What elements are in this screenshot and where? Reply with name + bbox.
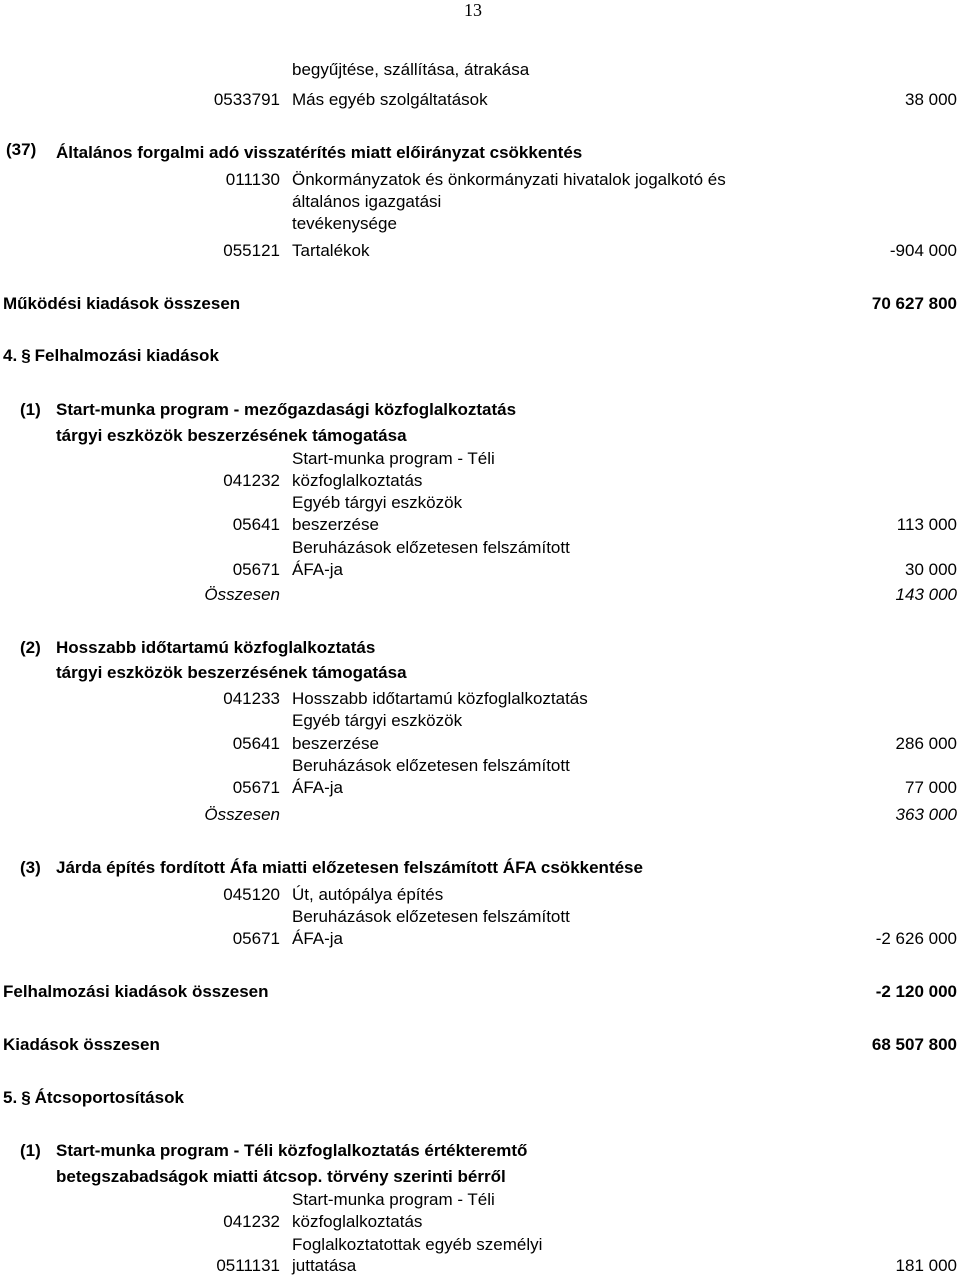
row-amount: 113 000 xyxy=(896,515,957,534)
row-description: juttatása xyxy=(292,1256,357,1275)
row-amount: -904 000 xyxy=(889,241,957,260)
row-amount: 38 000 xyxy=(905,90,957,109)
row-description: közfoglalkoztatás xyxy=(292,1212,423,1231)
row-code: 055121 xyxy=(223,241,280,260)
row-code: 05671 xyxy=(232,560,280,579)
item-number: (1) xyxy=(20,1141,41,1160)
row-code: 045120 xyxy=(223,885,280,904)
row-description: Start-munka program - Téli xyxy=(292,449,495,468)
total-amount: 68 507 800 xyxy=(871,1035,957,1054)
row-description: begyűjtése, szállítása, átrakása xyxy=(292,60,530,79)
total-label: Kiadások összesen xyxy=(3,1035,160,1054)
row-description: Beruházások előzetesen felszámított xyxy=(292,756,570,775)
item-title: Start-munka program - mezőgazdasági közfoglalkoztatás xyxy=(56,400,517,419)
row-description: Út, autópálya építés xyxy=(292,885,444,904)
section-heading xyxy=(3,1088,184,1108)
row-description: beszerzése xyxy=(292,515,379,534)
row-description: Foglalkoztatottak egyéb személyi xyxy=(292,1235,543,1254)
subtotal-label: Összesen xyxy=(204,585,280,604)
row-description: Önkormányzatok és önkormányzati hivatalok jogalkotó és xyxy=(292,170,726,189)
row-code: 0511131 xyxy=(216,1256,280,1275)
row-description: ÁFA-ja xyxy=(292,929,344,948)
page-number: 13 xyxy=(464,0,482,20)
row-description: ÁFA-ja xyxy=(292,560,344,579)
section-title: Átcsoportosítások xyxy=(34,1088,184,1107)
subtotal-amount: 363 000 xyxy=(895,805,957,824)
item-title: Járda építés fordított Áfa miatti előzetesen felszámított ÁFA csökkentése xyxy=(56,858,643,877)
subtotal-label: Összesen xyxy=(204,805,280,824)
paragraph-symbol: § xyxy=(21,1088,31,1107)
row-description: Beruházások előzetesen felszámított xyxy=(292,907,570,926)
row-code: 011130 xyxy=(225,170,280,189)
subtotal-amount: 143 000 xyxy=(895,585,957,604)
item-title: Általános forgalmi adó visszatérítés miatt előirányzat csökkentés xyxy=(56,143,583,162)
row-description: közfoglalkoztatás xyxy=(292,471,423,490)
section-number: 5. xyxy=(3,1088,18,1107)
section-heading xyxy=(3,346,219,366)
row-description: Start-munka program - Téli xyxy=(292,1190,495,1209)
item-title: betegszabadságok miatti átcsop. törvény szerinti bérről xyxy=(56,1167,506,1186)
row-amount: -2 626 000 xyxy=(875,929,957,948)
row-description: Más egyéb szolgáltatások xyxy=(292,90,488,109)
item-title: Hosszabb időtartamú közfoglalkoztatás xyxy=(56,638,376,657)
item-number: (37) xyxy=(6,140,37,159)
row-code: 05641 xyxy=(232,515,280,534)
section-number: 4. xyxy=(3,346,18,365)
row-description: beszerzése xyxy=(292,734,379,753)
item-number: (2) xyxy=(20,638,41,657)
row-amount: 77 000 xyxy=(905,778,957,797)
item-title: Start-munka program - Téli közfoglalkoztatás értékteremtő xyxy=(56,1141,528,1160)
total-label: Felhalmozási kiadások összesen xyxy=(3,982,269,1001)
row-amount: 286 000 xyxy=(895,734,957,753)
row-amount: 181 000 xyxy=(895,1256,957,1275)
row-description: Hosszabb időtartamú közfoglalkoztatás xyxy=(292,689,588,708)
row-code: 05671 xyxy=(232,929,280,948)
item-title: tárgyi eszközök beszerzésének támogatása xyxy=(56,663,407,682)
row-code: 041232 xyxy=(223,1212,280,1231)
row-code: 05671 xyxy=(232,778,280,797)
item-number: (1) xyxy=(20,400,41,419)
row-description: Tartalékok xyxy=(292,241,370,260)
row-code: 041232 xyxy=(223,471,280,490)
row-description: Egyéb tárgyi eszközök xyxy=(292,711,463,730)
row-description: ÁFA-ja xyxy=(292,778,344,797)
total-amount: 70 627 800 xyxy=(871,294,957,313)
row-description: Egyéb tárgyi eszközök xyxy=(292,493,463,512)
paragraph-symbol: § xyxy=(21,346,31,365)
row-description: tevékenysége xyxy=(292,214,397,233)
item-number: (3) xyxy=(20,858,41,877)
row-description: általános igazgatási xyxy=(292,192,442,211)
row-code: 0533791 xyxy=(213,90,280,109)
row-code: 05641 xyxy=(232,734,280,753)
item-title: tárgyi eszközök beszerzésének támogatása xyxy=(56,426,407,445)
row-description: Beruházások előzetesen felszámított xyxy=(292,538,570,557)
total-label: Működési kiadások összesen xyxy=(3,294,241,313)
section-title: Felhalmozási kiadások xyxy=(34,346,219,365)
row-code: 041233 xyxy=(223,689,280,708)
total-amount: -2 120 000 xyxy=(875,982,957,1001)
row-amount: 30 000 xyxy=(905,560,957,579)
